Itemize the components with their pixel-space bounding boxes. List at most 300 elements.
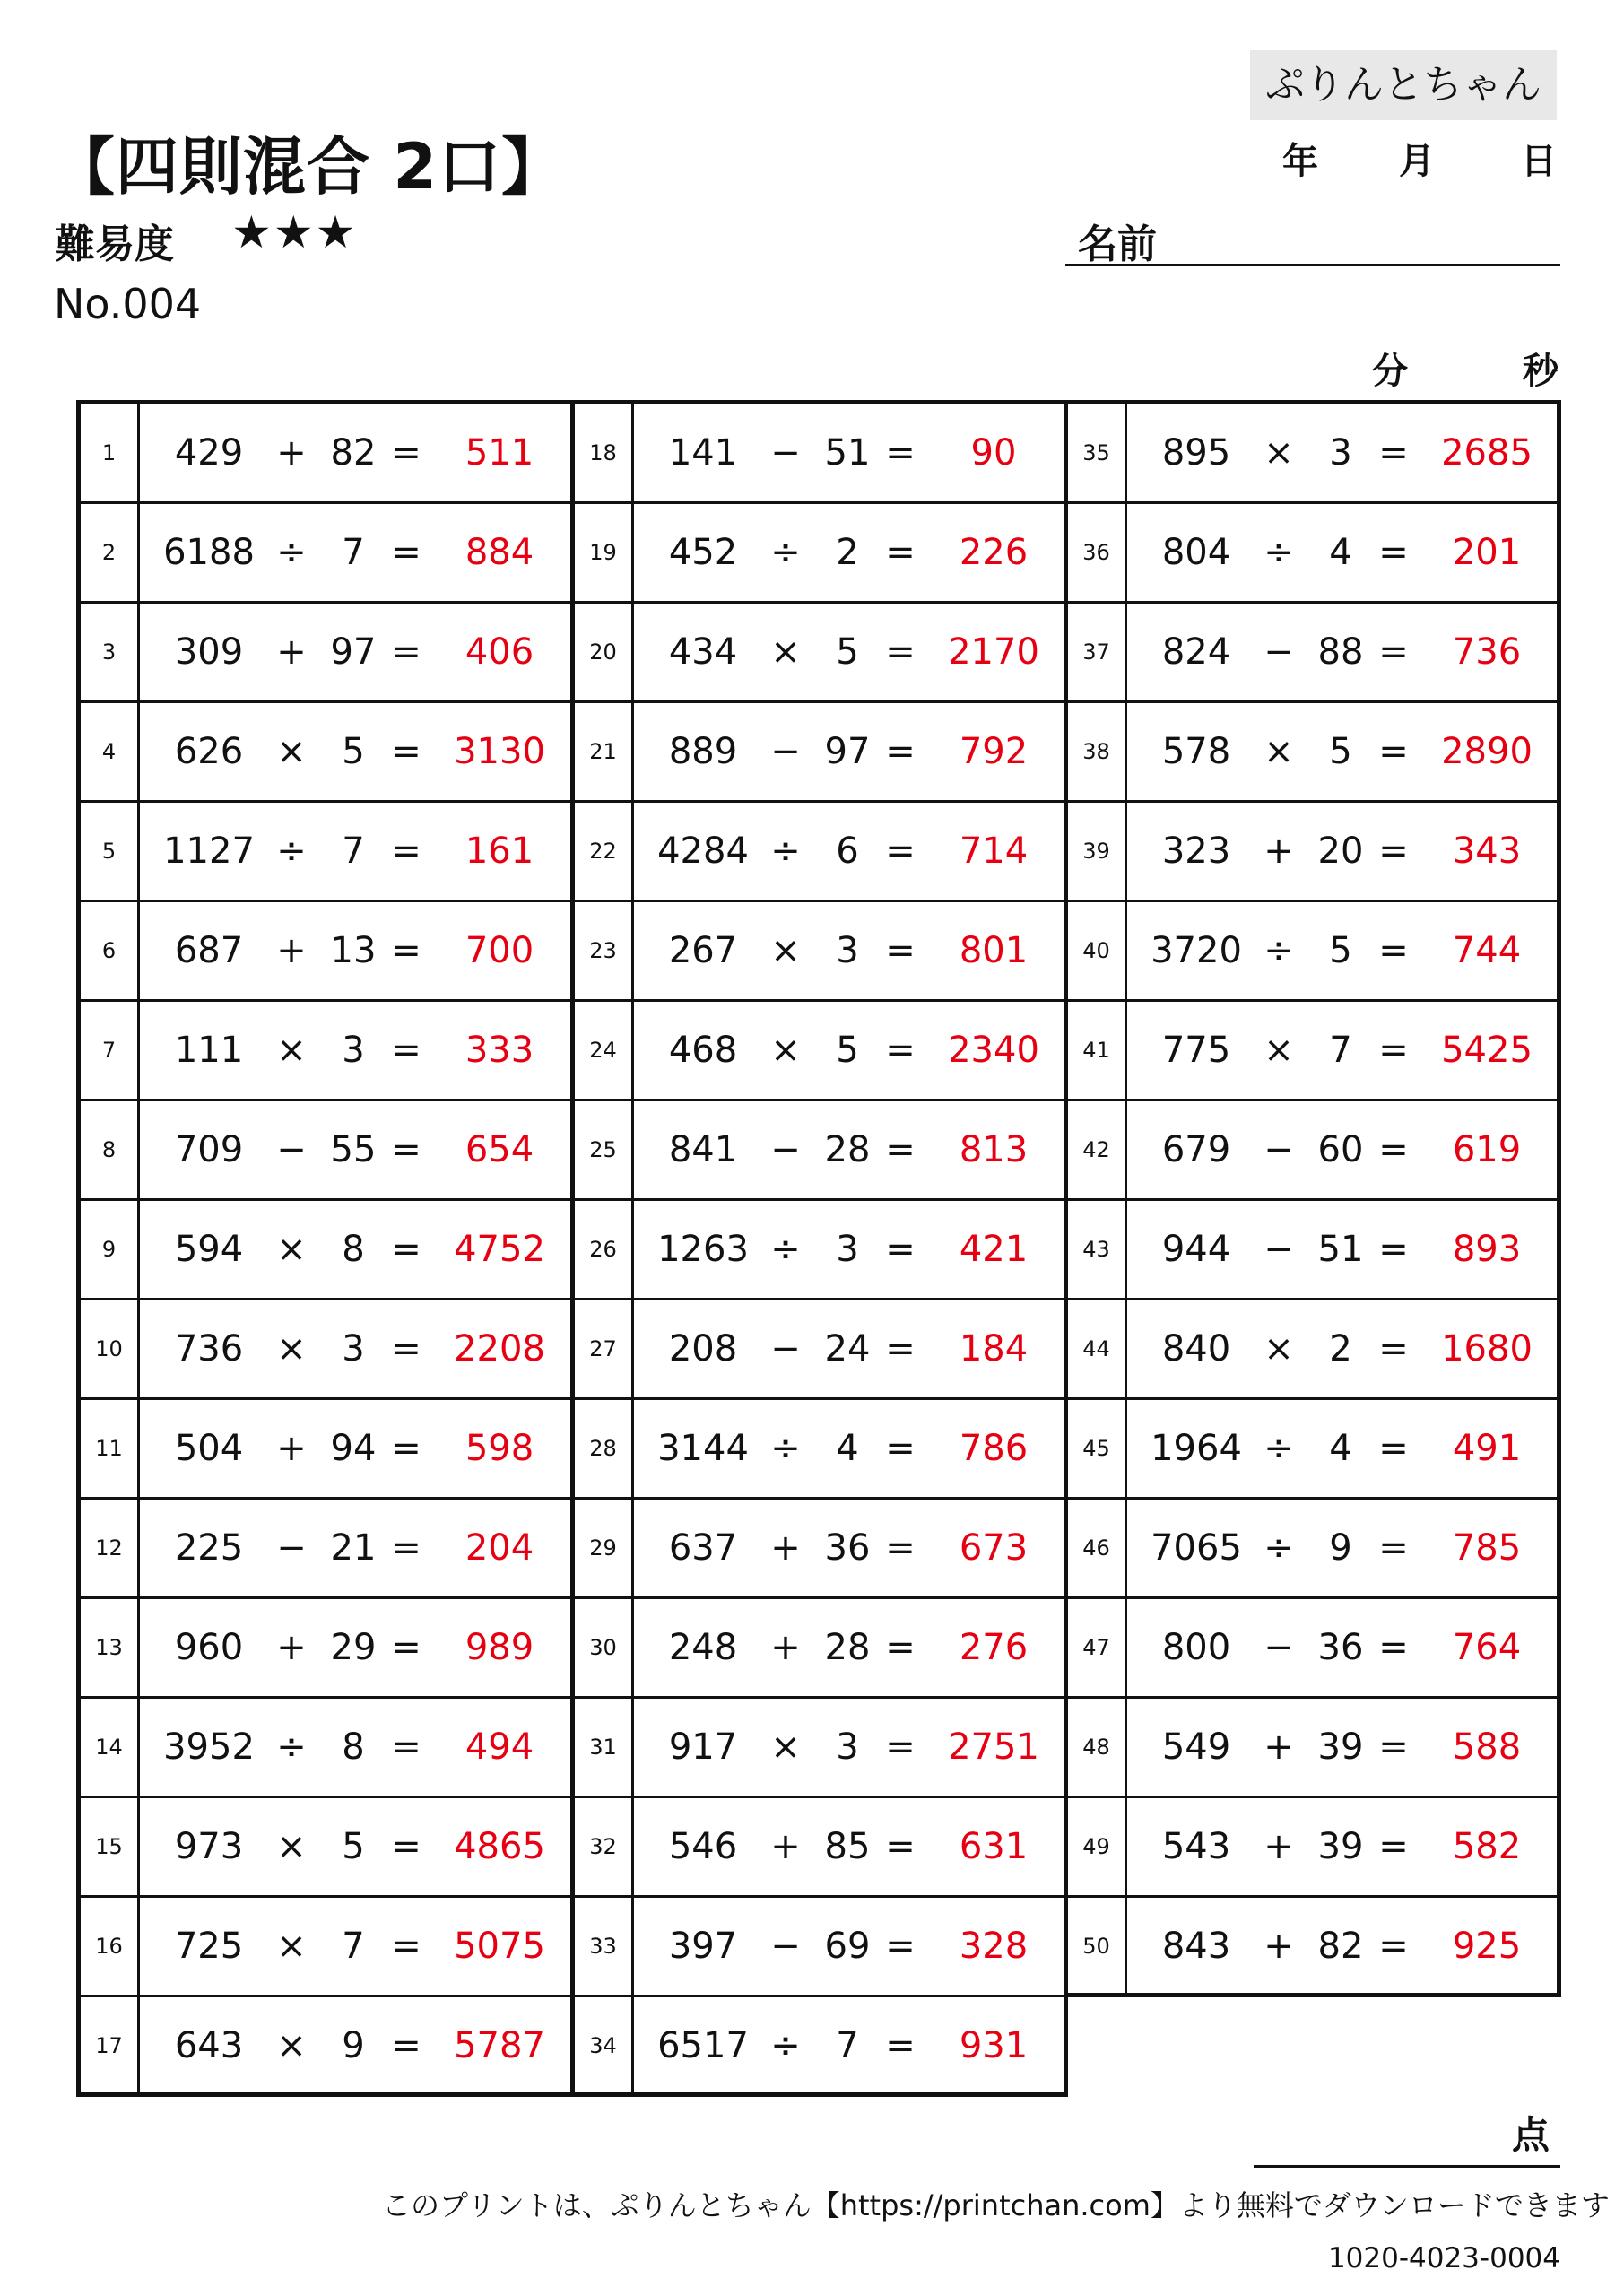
operator: × <box>1264 731 1294 772</box>
answer: 989 <box>465 1627 534 1668</box>
problem-number: 25 <box>575 1101 634 1198</box>
operand-b: 5 <box>836 1030 859 1071</box>
operand-b: 88 <box>1317 631 1364 673</box>
seconds-label: 秒 <box>1523 351 1559 392</box>
operand-a: 1964 <box>1151 1428 1242 1469</box>
equals-sign: = <box>391 532 421 573</box>
operator: ÷ <box>276 831 307 872</box>
answer: 792 <box>959 731 1029 772</box>
problem-row <box>81 1002 570 1101</box>
equals-sign: = <box>391 831 421 872</box>
equals-sign: = <box>391 1726 421 1768</box>
answer: 328 <box>959 1926 1029 1967</box>
page-title: 【四則混合 2口】 <box>52 130 566 204</box>
operand-a: 687 <box>174 930 244 971</box>
answer: 673 <box>959 1527 1029 1569</box>
answer: 598 <box>465 1428 534 1469</box>
equals-sign: = <box>391 1926 421 1967</box>
operator: × <box>770 1726 801 1768</box>
operand-a: 429 <box>174 432 244 474</box>
operand-a: 397 <box>668 1926 738 1967</box>
problem-row <box>1068 504 1557 604</box>
operator: − <box>1264 1627 1294 1668</box>
operand-a: 6517 <box>657 2025 749 2066</box>
operand-a: 709 <box>174 1129 244 1170</box>
operand-a: 309 <box>174 631 244 673</box>
answer: 2208 <box>454 1328 545 1370</box>
operand-a: 323 <box>1161 831 1231 872</box>
equals-sign: = <box>391 2025 421 2066</box>
operand-b: 97 <box>330 631 377 673</box>
operand-a: 960 <box>174 1627 244 1668</box>
answer: 785 <box>1452 1527 1522 1569</box>
problem-row <box>81 1997 570 2097</box>
answer: 491 <box>1452 1428 1522 1469</box>
operand-a: 549 <box>1161 1726 1231 1768</box>
operand-b: 39 <box>1317 1726 1364 1768</box>
operand-b: 3 <box>1329 432 1352 474</box>
problem-row <box>81 1300 570 1400</box>
answer: 931 <box>959 2025 1029 2066</box>
operator: − <box>1264 1129 1294 1170</box>
operator: × <box>276 1926 307 1967</box>
problem-row <box>81 1798 570 1898</box>
problem-row <box>1068 1300 1557 1400</box>
answer: 343 <box>1452 831 1522 872</box>
problem-number: 43 <box>1068 1201 1127 1298</box>
operand-b: 97 <box>824 731 871 772</box>
equals-sign: = <box>885 831 916 872</box>
difficulty-stars: ★★★ <box>231 206 358 258</box>
problem-row <box>575 1201 1064 1300</box>
problem-row <box>81 1101 570 1201</box>
problem-row <box>81 703 570 803</box>
problem-number: 24 <box>575 1002 634 1099</box>
operand-a: 3720 <box>1151 930 1242 971</box>
answer: 511 <box>465 432 534 474</box>
footer-note: このプリントは、ぷりんとちゃん【https://printchan.com】より無料でダウンロードできます <box>382 2188 1610 2222</box>
equals-sign: = <box>1378 1030 1409 1071</box>
answer: 736 <box>1452 631 1522 673</box>
operator: + <box>1264 1926 1294 1967</box>
minutes-label: 分 <box>1372 351 1408 392</box>
name-label: 名前 <box>1078 222 1157 267</box>
answer: 4752 <box>454 1229 545 1270</box>
operand-b: 4 <box>1329 532 1352 573</box>
operand-a: 578 <box>1161 731 1231 772</box>
operator: − <box>1264 631 1294 673</box>
operator: × <box>1264 432 1294 474</box>
problem-number: 18 <box>575 404 634 501</box>
operand-b: 36 <box>824 1527 871 1569</box>
operand-a: 800 <box>1161 1627 1231 1668</box>
problem-number: 5 <box>81 803 140 900</box>
operand-b: 82 <box>1317 1926 1364 1967</box>
answer: 588 <box>1452 1726 1522 1768</box>
operand-b: 36 <box>1317 1627 1364 1668</box>
problem-number: 14 <box>81 1699 140 1796</box>
operand-a: 1127 <box>163 831 255 872</box>
operator: + <box>770 1527 801 1569</box>
problem-row <box>1068 1201 1557 1300</box>
problem-number: 20 <box>575 604 634 700</box>
equals-sign: = <box>1378 1926 1409 1967</box>
problem-row <box>81 1898 570 1997</box>
equals-sign: = <box>391 1129 421 1170</box>
answer: 5075 <box>454 1926 545 1967</box>
operator: × <box>770 930 801 971</box>
equals-sign: = <box>885 1328 916 1370</box>
answer: 184 <box>959 1328 1029 1370</box>
operand-b: 85 <box>824 1826 871 1867</box>
equals-sign: = <box>1378 1826 1409 1867</box>
operator: + <box>276 432 307 474</box>
operator: ÷ <box>1264 930 1294 971</box>
operator: ÷ <box>770 831 801 872</box>
operator: ÷ <box>770 2025 801 2066</box>
day-label: 日 <box>1521 141 1557 182</box>
operand-a: 917 <box>668 1726 738 1768</box>
operand-a: 736 <box>174 1328 244 1370</box>
operator: × <box>770 1030 801 1071</box>
problem-number: 42 <box>1068 1101 1127 1198</box>
answer: 494 <box>465 1726 534 1768</box>
problem-row <box>575 1002 1064 1101</box>
problem-row <box>81 803 570 902</box>
problem-number: 41 <box>1068 1002 1127 1099</box>
problem-number: 31 <box>575 1699 634 1796</box>
operator: + <box>276 1428 307 1469</box>
operand-b: 28 <box>824 1129 871 1170</box>
answer: 764 <box>1452 1627 1522 1668</box>
problem-number: 16 <box>81 1898 140 1995</box>
problem-number: 40 <box>1068 902 1127 999</box>
answer: 90 <box>970 432 1017 474</box>
problem-number: 46 <box>1068 1500 1127 1596</box>
operator: ÷ <box>1264 532 1294 573</box>
operator: + <box>276 1627 307 1668</box>
answer: 2340 <box>948 1030 1039 1071</box>
operand-a: 626 <box>174 731 244 772</box>
operator: − <box>770 432 801 474</box>
answer: 333 <box>465 1030 534 1071</box>
problem-row <box>1068 1898 1557 1997</box>
equals-sign: = <box>1378 532 1409 573</box>
operator: × <box>276 1229 307 1270</box>
answer: 2170 <box>948 631 1039 673</box>
problem-number: 28 <box>575 1400 634 1497</box>
operand-a: 889 <box>668 731 738 772</box>
operator: × <box>276 1826 307 1867</box>
problem-row <box>1068 1002 1557 1101</box>
equals-sign: = <box>885 532 916 573</box>
problem-number: 34 <box>575 1997 634 2094</box>
operand-b: 9 <box>342 2025 365 2066</box>
problem-row <box>81 504 570 604</box>
operand-b: 69 <box>824 1926 871 1967</box>
worksheet-number: No.004 <box>54 280 202 328</box>
problem-row <box>575 703 1064 803</box>
problem-row <box>575 902 1064 1002</box>
operator: + <box>770 1826 801 1867</box>
score-line <box>1254 2165 1560 2168</box>
operand-b: 5 <box>1329 930 1352 971</box>
problem-number: 10 <box>81 1300 140 1397</box>
operator: × <box>1264 1030 1294 1071</box>
answer: 5425 <box>1441 1030 1533 1071</box>
problem-row <box>1068 1101 1557 1201</box>
equals-sign: = <box>1378 1428 1409 1469</box>
answer: 204 <box>465 1527 534 1569</box>
operand-a: 725 <box>174 1926 244 1967</box>
problem-number: 39 <box>1068 803 1127 900</box>
problem-row <box>575 803 1064 902</box>
answer: 925 <box>1452 1926 1522 1967</box>
operator: ÷ <box>276 1726 307 1768</box>
operand-b: 6 <box>836 831 859 872</box>
operand-b: 82 <box>330 432 377 474</box>
problem-number: 2 <box>81 504 140 601</box>
operator: ÷ <box>1264 1527 1294 1569</box>
answer: 744 <box>1452 930 1522 971</box>
equals-sign: = <box>885 1129 916 1170</box>
answer: 421 <box>959 1229 1029 1270</box>
operand-a: 775 <box>1161 1030 1231 1071</box>
operand-b: 4 <box>836 1428 859 1469</box>
problem-number: 4 <box>81 703 140 800</box>
problem-number: 45 <box>1068 1400 1127 1497</box>
operator: + <box>276 930 307 971</box>
problem-number: 32 <box>575 1798 634 1895</box>
answer: 2890 <box>1441 731 1533 772</box>
operand-b: 2 <box>1329 1328 1352 1370</box>
problem-row <box>1068 604 1557 703</box>
operator: + <box>1264 1726 1294 1768</box>
equals-sign: = <box>1378 731 1409 772</box>
answer: 276 <box>959 1627 1029 1668</box>
problem-number: 44 <box>1068 1300 1127 1397</box>
operator: − <box>770 1328 801 1370</box>
operand-b: 51 <box>824 432 871 474</box>
equals-sign: = <box>885 1428 916 1469</box>
problem-row <box>1068 1400 1557 1500</box>
operator: − <box>770 1129 801 1170</box>
operand-b: 9 <box>1329 1527 1352 1569</box>
operand-a: 824 <box>1161 631 1231 673</box>
problem-row <box>575 1400 1064 1500</box>
operator: ÷ <box>770 1428 801 1469</box>
problem-row <box>81 1500 570 1599</box>
operand-a: 679 <box>1161 1129 1231 1170</box>
operator: + <box>1264 831 1294 872</box>
operator: ÷ <box>276 532 307 573</box>
equals-sign: = <box>885 930 916 971</box>
operand-a: 3952 <box>163 1726 255 1768</box>
operand-b: 3 <box>342 1030 365 1071</box>
problem-row <box>575 404 1064 504</box>
problem-number: 27 <box>575 1300 634 1397</box>
problem-number: 35 <box>1068 404 1127 501</box>
equals-sign: = <box>885 432 916 474</box>
answer: 631 <box>959 1826 1029 1867</box>
problem-row <box>575 1300 1064 1400</box>
year-label: 年 <box>1282 141 1318 182</box>
score-label: 点 <box>1512 2113 1550 2157</box>
difficulty-label: 難易度 <box>56 222 174 267</box>
equals-sign: = <box>391 930 421 971</box>
problem-row <box>81 1201 570 1300</box>
problem-column <box>1064 400 1561 1997</box>
equals-sign: = <box>885 1229 916 1270</box>
operand-b: 28 <box>824 1627 871 1668</box>
operand-a: 4284 <box>657 831 749 872</box>
problem-number: 23 <box>575 902 634 999</box>
problem-number: 8 <box>81 1101 140 1198</box>
answer: 1680 <box>1441 1328 1533 1370</box>
problem-row <box>575 1599 1064 1699</box>
operator: × <box>276 1328 307 1370</box>
operand-b: 7 <box>342 532 365 573</box>
problem-row <box>575 1798 1064 1898</box>
problem-row <box>81 902 570 1002</box>
equals-sign: = <box>1378 930 1409 971</box>
operand-b: 7 <box>836 2025 859 2066</box>
operator: ÷ <box>770 532 801 573</box>
equals-sign: = <box>391 1627 421 1668</box>
operand-b: 21 <box>330 1527 377 1569</box>
problem-row <box>81 1599 570 1699</box>
operator: − <box>276 1527 307 1569</box>
operand-a: 944 <box>1161 1229 1231 1270</box>
equals-sign: = <box>885 1527 916 1569</box>
problem-row <box>575 604 1064 703</box>
answer: 893 <box>1452 1229 1522 1270</box>
operand-a: 208 <box>668 1328 738 1370</box>
operand-a: 248 <box>668 1627 738 1668</box>
operand-b: 7 <box>342 1926 365 1967</box>
operand-b: 24 <box>824 1328 871 1370</box>
answer: 700 <box>465 930 534 971</box>
operand-b: 29 <box>330 1627 377 1668</box>
operator: + <box>770 1627 801 1668</box>
operator: + <box>276 631 307 673</box>
problem-row <box>1068 1599 1557 1699</box>
problem-row <box>575 1500 1064 1599</box>
answer: 813 <box>959 1129 1029 1170</box>
problem-row <box>81 604 570 703</box>
answer: 201 <box>1452 532 1522 573</box>
operand-a: 267 <box>668 930 738 971</box>
operand-a: 141 <box>668 432 738 474</box>
answer: 619 <box>1452 1129 1522 1170</box>
problem-row <box>575 1699 1064 1798</box>
operand-a: 895 <box>1161 432 1231 474</box>
equals-sign: = <box>391 1428 421 1469</box>
problem-number: 37 <box>1068 604 1127 700</box>
operator: × <box>276 1030 307 1071</box>
operand-a: 973 <box>174 1826 244 1867</box>
answer: 654 <box>465 1129 534 1170</box>
operand-b: 60 <box>1317 1129 1364 1170</box>
operand-b: 5 <box>1329 731 1352 772</box>
answer: 3130 <box>454 731 545 772</box>
answer: 2751 <box>948 1726 1039 1768</box>
operator: × <box>276 2025 307 2066</box>
operator: − <box>276 1129 307 1170</box>
operand-b: 3 <box>342 1328 365 1370</box>
operator: ÷ <box>770 1229 801 1270</box>
problem-column <box>76 400 575 2097</box>
problem-row <box>575 1101 1064 1201</box>
footer-code: 1020-4023-0004 <box>1327 2242 1560 2274</box>
operand-b: 3 <box>836 930 859 971</box>
operator: × <box>276 731 307 772</box>
problem-column <box>570 400 1068 2097</box>
operand-b: 94 <box>330 1428 377 1469</box>
operand-a: 804 <box>1161 532 1231 573</box>
operator: × <box>1264 1328 1294 1370</box>
equals-sign: = <box>391 432 421 474</box>
operand-a: 840 <box>1161 1328 1231 1370</box>
operand-b: 5 <box>342 1826 365 1867</box>
problem-row <box>1068 1798 1557 1898</box>
equals-sign: = <box>391 631 421 673</box>
answer: 786 <box>959 1428 1029 1469</box>
operand-a: 225 <box>174 1527 244 1569</box>
operand-a: 6188 <box>163 532 255 573</box>
problem-row <box>1068 404 1557 504</box>
answer: 406 <box>465 631 534 673</box>
operand-b: 55 <box>330 1129 377 1170</box>
operand-b: 7 <box>1329 1030 1352 1071</box>
problem-number: 12 <box>81 1500 140 1596</box>
operand-a: 637 <box>668 1527 738 1569</box>
operand-b: 13 <box>330 930 377 971</box>
equals-sign: = <box>1378 1229 1409 1270</box>
problem-row <box>1068 703 1557 803</box>
equals-sign: = <box>1378 1328 1409 1370</box>
operand-b: 7 <box>342 831 365 872</box>
operand-a: 546 <box>668 1826 738 1867</box>
problem-number: 48 <box>1068 1699 1127 1796</box>
problem-row <box>575 504 1064 604</box>
equals-sign: = <box>885 1030 916 1071</box>
problem-row <box>81 404 570 504</box>
problem-row <box>81 1400 570 1500</box>
operand-a: 643 <box>174 2025 244 2066</box>
problem-number: 3 <box>81 604 140 700</box>
answer: 714 <box>959 831 1029 872</box>
equals-sign: = <box>1378 1129 1409 1170</box>
answer: 801 <box>959 930 1029 971</box>
problem-number: 49 <box>1068 1798 1127 1895</box>
problem-number: 50 <box>1068 1898 1127 1995</box>
problem-number: 38 <box>1068 703 1127 800</box>
problem-row <box>575 1898 1064 1997</box>
problem-number: 19 <box>575 504 634 601</box>
operand-a: 543 <box>1161 1826 1231 1867</box>
equals-sign: = <box>391 1229 421 1270</box>
operand-b: 5 <box>836 631 859 673</box>
problem-row <box>1068 902 1557 1002</box>
problem-number: 9 <box>81 1201 140 1298</box>
equals-sign: = <box>885 631 916 673</box>
problem-number: 11 <box>81 1400 140 1497</box>
operator: × <box>770 631 801 673</box>
equals-sign: = <box>391 1826 421 1867</box>
answer: 582 <box>1452 1826 1522 1867</box>
equals-sign: = <box>391 1030 421 1071</box>
